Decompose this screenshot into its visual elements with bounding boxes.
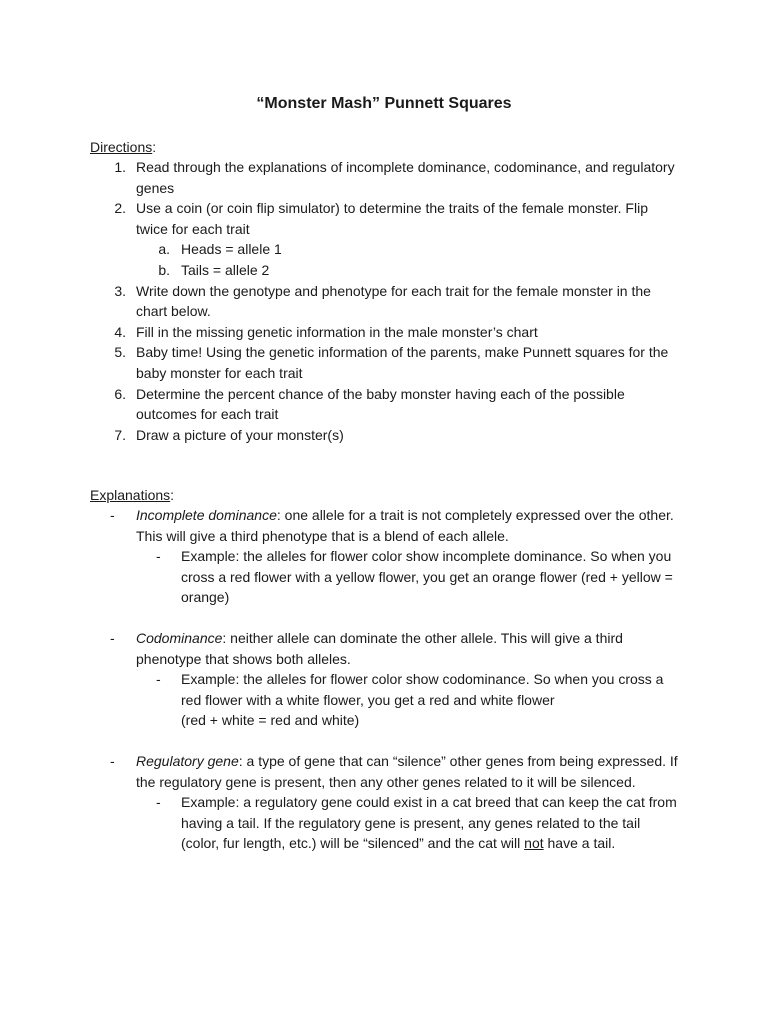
regulatory-gene-definition bbox=[136, 751, 681, 792]
list-item bbox=[0, 425, 768, 446]
directions-heading bbox=[90, 137, 156, 158]
sub-list-letter: a. bbox=[158, 241, 170, 258]
sub-list-item bbox=[0, 239, 768, 260]
list-number: 6. bbox=[114, 385, 126, 402]
codominance-example bbox=[181, 669, 681, 731]
incomplete-dominance-term: Incomplete dominance bbox=[136, 507, 277, 523]
list-item bbox=[0, 342, 768, 383]
explanations-heading-colon: : bbox=[170, 487, 175, 503]
list-item bbox=[0, 505, 768, 546]
regulatory-example-before: Example: a regulatory gene could exist in a cat breed that can keep the cat from having a tail. If the regulatory gene is present, any genes related to the tail (color, fur length, etc.) will be “silenced” and the cat will bbox=[181, 794, 677, 852]
regulatory-example-after: have a tail. bbox=[543, 835, 616, 852]
list-number: 4. bbox=[114, 323, 126, 340]
explanations-heading bbox=[90, 485, 174, 506]
sub-list-item bbox=[0, 792, 768, 854]
explanations-heading-label: Explanations bbox=[90, 487, 171, 503]
regulatory-gene-text: : a type of gene that can “silence” other genes from being expressed. If the regulatory gene is present, then any other genes related to it will be silenced. bbox=[136, 753, 678, 790]
list-number: 2. bbox=[114, 200, 126, 217]
list-item bbox=[0, 281, 768, 322]
list-text: Determine the percent chance of the baby monster having each of the possible outcomes for each trait bbox=[136, 385, 625, 423]
codominance-term: Codominance bbox=[136, 630, 223, 646]
list-text: Use a coin (or coin flip simulator) to determine the traits of the female monster. Flip twice for each trait bbox=[136, 200, 648, 237]
sub-list-item bbox=[0, 260, 768, 281]
incomplete-dominance-text: : one allele for a trait is not completely expressed over the other. This will give a third phenotype that is a blend of each allele. bbox=[136, 507, 674, 544]
list-item bbox=[0, 157, 768, 198]
list-number: 7. bbox=[114, 426, 126, 443]
list-number: 1. bbox=[114, 159, 126, 175]
directions-list bbox=[0, 157, 768, 445]
list-item bbox=[0, 384, 768, 425]
list-text: Draw a picture of your monster(s) bbox=[136, 426, 344, 443]
codominance-section bbox=[0, 628, 768, 731]
list-text: Baby time! Using the genetic information of the parents, make Punnett squares for the baby monster for each trait bbox=[136, 344, 669, 381]
list-item bbox=[0, 322, 768, 343]
codominance-example-line1: Example: the alleles for flower color show codominance. So when you cross a red flower with a white flower, you get a red and white flower bbox=[181, 671, 664, 708]
incomplete-dominance-section bbox=[0, 505, 768, 608]
list-item bbox=[0, 198, 768, 239]
list-text: Read through the explanations of incomplete dominance, codominance, and regulatory genes bbox=[136, 159, 675, 196]
sub-list-item bbox=[0, 669, 768, 731]
regulatory-gene-term: Regulatory gene bbox=[136, 753, 239, 769]
dash-bullet: - bbox=[110, 753, 115, 769]
list-text: Write down the genotype and phenotype for each trait for the female monster in the chart below. bbox=[136, 282, 651, 320]
regulatory-example-underlined: not bbox=[524, 835, 544, 852]
dash-bullet: - bbox=[156, 794, 161, 811]
sub-list-letter: b. bbox=[158, 261, 170, 278]
codominance-definition bbox=[136, 628, 681, 669]
incomplete-dominance-definition bbox=[136, 505, 681, 546]
sub-list-text: Heads = allele 1 bbox=[181, 241, 282, 258]
dash-bullet: - bbox=[156, 548, 161, 565]
list-item bbox=[0, 751, 768, 792]
codominance-text: : neither allele can dominate the other allele. This will give a third phenotype that shows both alleles. bbox=[136, 630, 623, 667]
dash-bullet: - bbox=[156, 671, 161, 688]
list-number: 5. bbox=[114, 344, 126, 361]
dash-bullet: - bbox=[110, 507, 115, 523]
list-number: 3. bbox=[114, 282, 126, 299]
codominance-example-line2: (red + white = red and white) bbox=[181, 712, 360, 729]
regulatory-gene-example bbox=[181, 792, 681, 854]
dash-bullet: - bbox=[110, 630, 115, 646]
directions-heading-colon: : bbox=[152, 139, 157, 155]
regulatory-gene-section bbox=[0, 751, 768, 854]
list-text: Fill in the missing genetic information in the male monster’s chart bbox=[136, 323, 538, 340]
sub-list-item bbox=[0, 546, 768, 608]
directions-heading-label: Directions bbox=[90, 139, 153, 155]
sub-list-text: Tails = allele 2 bbox=[181, 261, 270, 278]
page-title: “Monster Mash” Punnett Squares bbox=[256, 95, 512, 112]
list-item bbox=[0, 628, 768, 669]
incomplete-dominance-example: Example: the alleles for flower color show incomplete dominance. So when you cross a red flower with a yellow flower, you get an orange flower (red + yellow = orange) bbox=[181, 548, 673, 606]
